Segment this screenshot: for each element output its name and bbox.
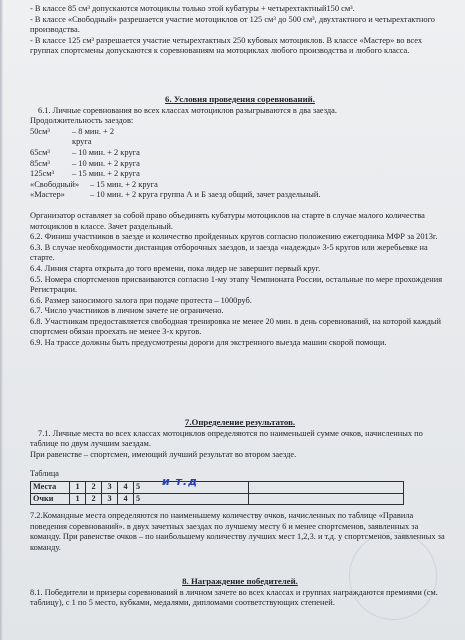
rule-85cc: - В классе 85 см³ допускаются мотоциклы только этой кубатуры + четырехтактный150 см³. bbox=[30, 4, 355, 13]
section-6-2: 6.2. Финиш участников в заезде и количество пройденных кругов согласно положению ежегодника МФР за 2013г. bbox=[30, 232, 438, 242]
section-6-8: 6.8. Участникам предоставляется свободная тренировка не менее 20 мин. в день соревнований, на которой каждый спортсмен обязан проехать не менее 3-х кругов. bbox=[30, 316, 441, 337]
section-6-heading: 6. Условия проведения соревнований. bbox=[165, 94, 315, 104]
rule-125cc-master: - В классе 125 см³ разрешается участие четырехтактных 250 кубовых мотоциклов. В классе «Мастер» во всех группах спортсмены допускаются к соревнованиям на мотоциклах любого производства и любого класса. bbox=[30, 35, 423, 56]
duration-value: – 15 мин. + 2 круга bbox=[90, 179, 158, 189]
table-cell: 3 bbox=[102, 493, 118, 505]
section-6-7: 6.7. Число участников в личном зачете не ограничено. bbox=[30, 306, 224, 316]
duration-class: 65см³ bbox=[30, 147, 50, 157]
table-row bbox=[31, 481, 404, 493]
section-7-tie-rule: При равенстве – спортсмен, имеющий лучший результат во втором заезде. bbox=[30, 449, 297, 459]
duration-class: 50см³ bbox=[30, 126, 50, 136]
duration-class: «Мастер» bbox=[30, 190, 65, 200]
section-6-3: 6.3. В случае необходимости дистанция отборочных заездов, и заезда «надежды» 3-5 кругов или жеребьевке на старте. bbox=[30, 242, 428, 263]
duration-row bbox=[30, 190, 450, 201]
table-caption: Таблица bbox=[30, 469, 59, 479]
table-cell: 1 bbox=[70, 493, 86, 505]
rule-free-class: - В классе «Свободный» разрешается участие мотоциклов от 125 см³ до 500 см³, двухтактного и четырехтактного производства. bbox=[30, 14, 435, 35]
table-cell: 4 bbox=[118, 481, 134, 493]
duration-row bbox=[30, 148, 450, 159]
table-cell: 2 bbox=[86, 493, 102, 505]
duration-value: – 10 мин. + 2 круга bbox=[72, 147, 140, 157]
section-8-heading: 8. Награждение победителей. bbox=[182, 576, 298, 586]
duration-value: – 10 мин. + 2 круга группа А и Б заезд общий, зачет раздельный. bbox=[90, 190, 321, 200]
table-cell: 5 bbox=[136, 481, 141, 491]
table-cell: 3 bbox=[102, 481, 118, 493]
duration-value: – 10 мин. + 2 круга bbox=[72, 158, 140, 168]
duration-row bbox=[30, 180, 450, 191]
handwritten-note: и т.д bbox=[162, 474, 198, 488]
faint-stamp bbox=[349, 532, 437, 620]
section-8-1: 8.1. Победители и призеры соревнований в личном зачете во всех классах и группах награждаются премиями (см. таблицу), с 1 по 5 место, кубками, медалями, дипломами соответствующих степеней. bbox=[30, 587, 438, 608]
duration-row bbox=[30, 169, 450, 180]
table-cell: 2 bbox=[86, 481, 102, 493]
section-6-5: 6.5. Номера спортсменов присваиваются согласно 1-му этапу Чемпионата России, остальные по мере прохождения Регистрации. bbox=[30, 274, 443, 295]
duration-value: – 8 мин. + 2 круга bbox=[72, 126, 115, 147]
duration-row bbox=[30, 159, 450, 170]
section-6-9: 6.9. На трассе должны быть предусмотрены дороги для экстренного выезда машин скорой помощи. bbox=[30, 338, 387, 348]
section-6-p1: 6.1. Личные соревнования во всех классах мотоциклов разыгрываются в два заезда. bbox=[38, 105, 337, 115]
table-row-label: Очки bbox=[31, 493, 70, 505]
section-6 bbox=[30, 94, 450, 349]
section-7-2: 7.2.Командные места определяются по наименьшему количеству очков, начисленных по таблице «Правила поведения соревнований». в двух зачетных заездах по лучшему месту 6 и менее спортсменов, заявленных за команду. При равенстве очков – по наибольшему количеству лучших мест 1,2,3. и т.д. у спортсменов, заявленных за команду. bbox=[30, 511, 445, 552]
table-row bbox=[31, 493, 404, 505]
duration-class: 85см³ bbox=[30, 158, 50, 168]
table-cell-with-handwriting bbox=[134, 474, 249, 493]
class-rules-list bbox=[30, 4, 450, 57]
duration-class: «Свободный» bbox=[30, 179, 80, 189]
section-7-heading: 7.Определение результатов. bbox=[184, 417, 296, 427]
section-7-1: 7.1. Личные места во всех классах мотоциклов определяются по наименьшей сумме очков, начисленных по таблице по двум лучшим заездам. bbox=[30, 428, 423, 449]
table-cell: 1 bbox=[70, 481, 86, 493]
duration-value: – 15 мин. + 2 круга bbox=[72, 169, 140, 179]
section-6-organizer: Организатор оставляет за собой право объединять кубатуры мотоциклов на старте в случае малого количества мотоциклов в классе. Зачет раздельный. bbox=[30, 210, 425, 231]
table-row-label: Места bbox=[31, 481, 70, 493]
section-6-6: 6.6. Размер заносимого залога при подаче протеста – 1000руб. bbox=[30, 295, 252, 305]
table-cell: 5 bbox=[134, 493, 249, 505]
table-cell-empty bbox=[249, 481, 404, 493]
duration-intro: Продолжительность заездов: bbox=[30, 116, 134, 126]
section-6-4: 6.4. Линия старта открыта до того времени, пока лидер не завершит первый круг. bbox=[30, 263, 321, 273]
table-cell: 4 bbox=[118, 493, 134, 505]
duration-class: 125см³ bbox=[30, 169, 55, 179]
duration-row bbox=[30, 127, 450, 148]
table-cell-empty bbox=[249, 493, 404, 505]
